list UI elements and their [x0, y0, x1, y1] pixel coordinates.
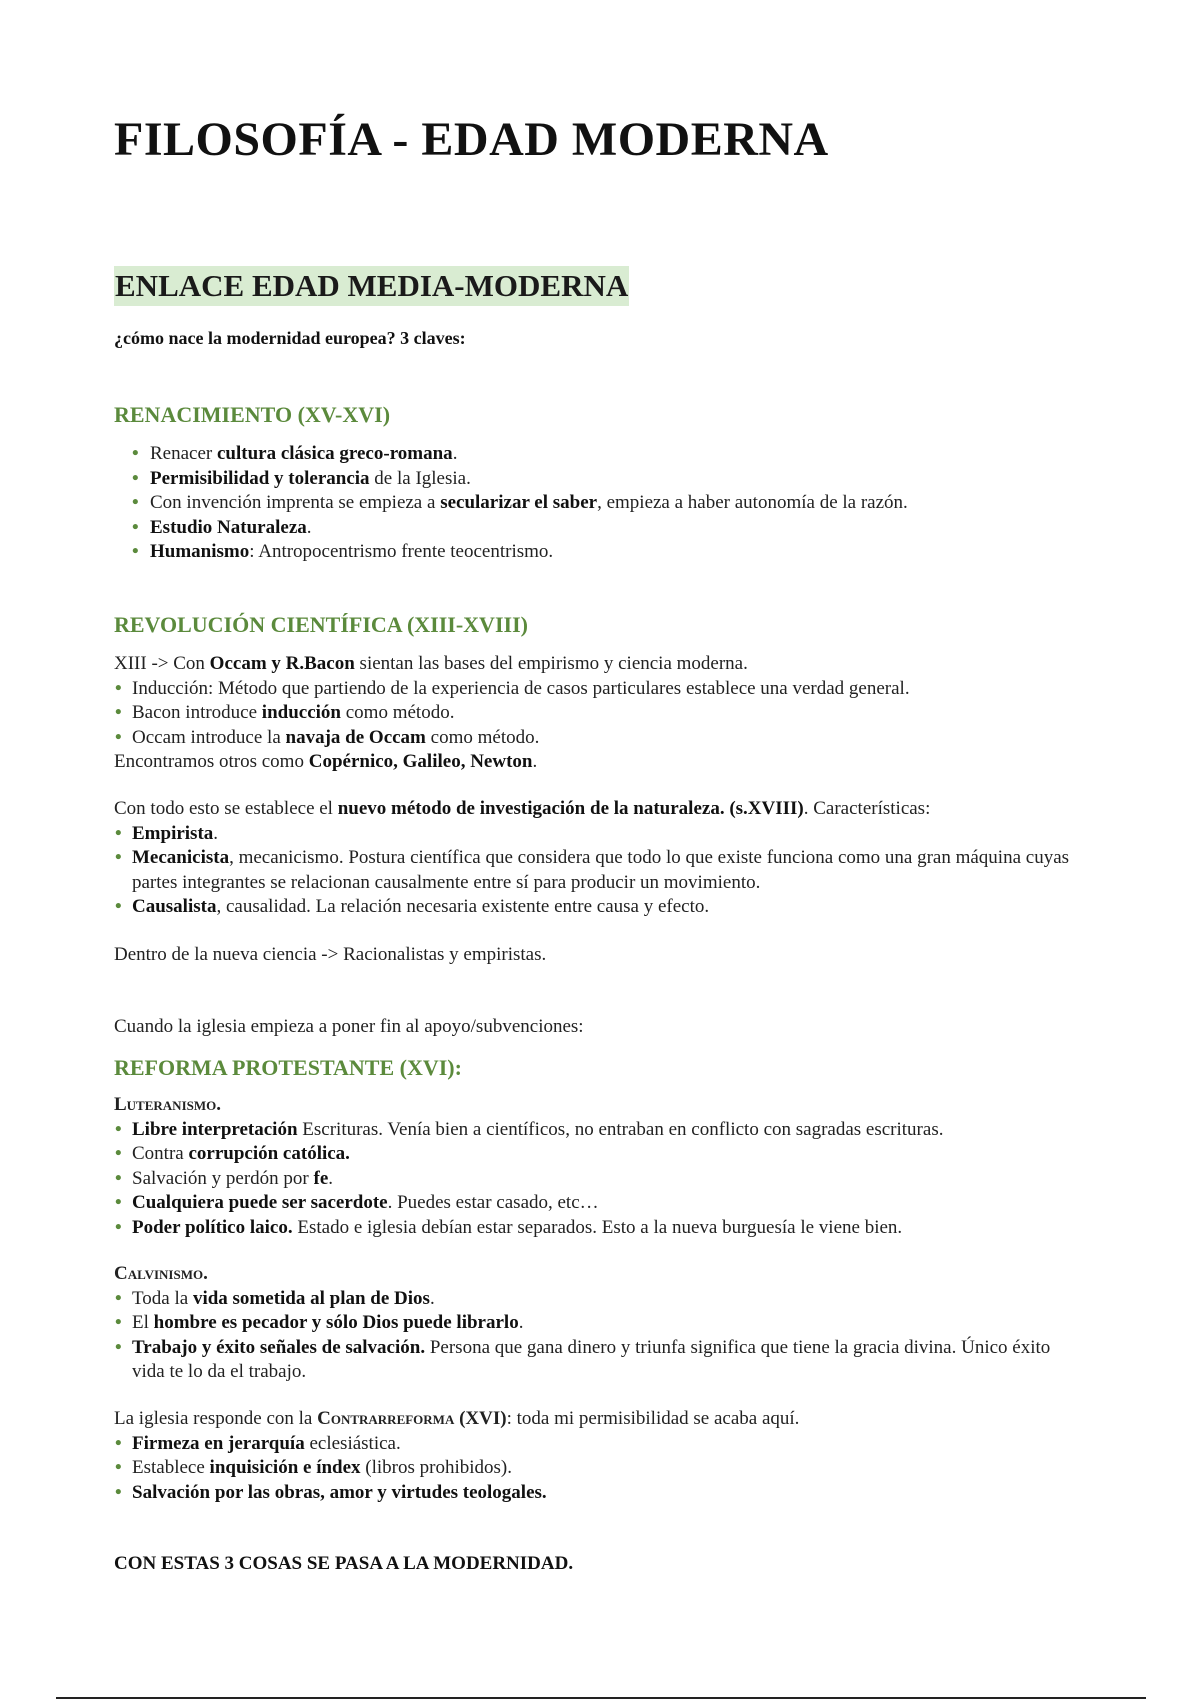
dentro-text: Dentro de la nueva ciencia -> Racionalistas y empiristas.	[114, 944, 547, 965]
page-footer-rule	[56, 1697, 1146, 1699]
list-item: • Empirista.	[114, 822, 1114, 847]
page-title: FILOSOFÍA - EDAD MODERNA	[114, 113, 829, 166]
revolucion-title: REVOLUCIÓN CIENTÍFICA (XIII-XVIII)	[114, 612, 528, 637]
list-item: • Libre interpretación Escrituras. Venía bien a científicos, no entraban en conflicto con sagradas escrituras.	[114, 1118, 1114, 1143]
revolucion-list	[114, 677, 1114, 751]
list-item: • Humanismo: Antropocentrismo frente teocentrismo.	[114, 540, 1114, 565]
list-item: • Contra corrupción católica.	[114, 1142, 1114, 1167]
calvinismo-list	[114, 1287, 1114, 1385]
list-item: • Salvación por las obras, amor y virtudes teologales.	[114, 1481, 1114, 1506]
section-heading: ENLACE EDAD MEDIA-MODERNA	[114, 266, 629, 306]
list-item: • Con invención imprenta se empieza a secularizar el saber, empieza a haber autonomía de la razón.	[114, 491, 1114, 516]
list-item: • Cualquiera puede ser sacerdote. Puedes estar casado, etc…	[114, 1191, 1114, 1216]
revolucion-block	[114, 652, 1114, 775]
list-item: • Estudio Naturaleza.	[114, 516, 1114, 541]
list-item: • Mecanicista, mecanicismo. Postura científica que considera que todo lo que existe funciona como una gran máquina cuyas partes integrantes se relacionan causalmente entre sí para producir un movimiento.	[114, 846, 1072, 895]
list-item: • El hombre es pecador y sólo Dios puede librarlo.	[114, 1311, 1114, 1336]
list-item: • Bacon introduce inducción como método.	[114, 701, 1114, 726]
reforma-title: REFORMA PROTESTANTE (XVI):	[114, 1055, 462, 1080]
features-list	[114, 822, 1114, 920]
luteranismo-block	[114, 1093, 1114, 1240]
calvinismo-block	[114, 1262, 1114, 1385]
list-item: • Firmeza en jerarquía eclesiástica.	[114, 1432, 1114, 1457]
calvinismo-label: Calvinismo.	[114, 1263, 208, 1284]
list-item: • Establece inquisición e índex (libros prohibidos).	[114, 1456, 1114, 1481]
list-item: • Permisibilidad y tolerancia de la Iglesia.	[114, 467, 1114, 492]
revolucion-others: Encontramos otros como Copérnico, Galileo, Newton.	[114, 751, 538, 772]
list-item: • Salvación y perdón por fe.	[114, 1167, 1114, 1192]
contrarreforma-intro: La iglesia responde con la Contrarreforma (XVI): toda mi permisibilidad se acaba aquí.	[114, 1408, 800, 1429]
list-item: • Poder político laico. Estado e iglesia debían estar separados. Esto a la nueva burguesía le viene bien.	[114, 1216, 1114, 1241]
list-item: • Trabajo y éxito señales de salvación. Persona que gana dinero y triunfa significa que tiene la gracia divina. Único éxito vida te lo da el trabajo.	[114, 1336, 1052, 1385]
metodo-intro: Con todo esto se establece el nuevo método de investigación de la naturaleza. (s.XVIII). Características:	[114, 798, 931, 819]
list-item: • Renacer cultura clásica greco-romana.	[114, 442, 1114, 467]
intro-question: ¿cómo nace la modernidad europea? 3 claves:	[114, 328, 466, 348]
cuando-text: Cuando la iglesia empieza a poner fin al apoyo/subvenciones:	[114, 1016, 584, 1037]
conclusion: CON ESTAS 3 COSAS SE PASA A LA MODERNIDAD.	[114, 1553, 574, 1574]
renacimiento-title: RENACIMIENTO (XV-XVI)	[114, 402, 391, 427]
luteranismo-list	[114, 1118, 1114, 1241]
revolucion-intro: XIII -> Con Occam y R.Bacon sientan las bases del empirismo y ciencia moderna.	[114, 653, 748, 674]
contrarreforma-block	[114, 1407, 1114, 1505]
renacimiento-list	[114, 442, 1114, 565]
renacimiento-block	[114, 442, 1114, 565]
metodo-block	[114, 797, 1114, 920]
luteranismo-label: Luteranismo.	[114, 1094, 221, 1115]
list-item: • Inducción: Método que partiendo de la experiencia de casos particulares establece una verdad general.	[114, 677, 1114, 702]
list-item: • Causalista, causalidad. La relación necesaria existente entre causa y efecto.	[114, 895, 1114, 920]
list-item: • Occam introduce la navaja de Occam como método.	[114, 726, 1114, 751]
list-item: • Toda la vida sometida al plan de Dios.	[114, 1287, 1114, 1312]
contrarreforma-list	[114, 1432, 1114, 1506]
